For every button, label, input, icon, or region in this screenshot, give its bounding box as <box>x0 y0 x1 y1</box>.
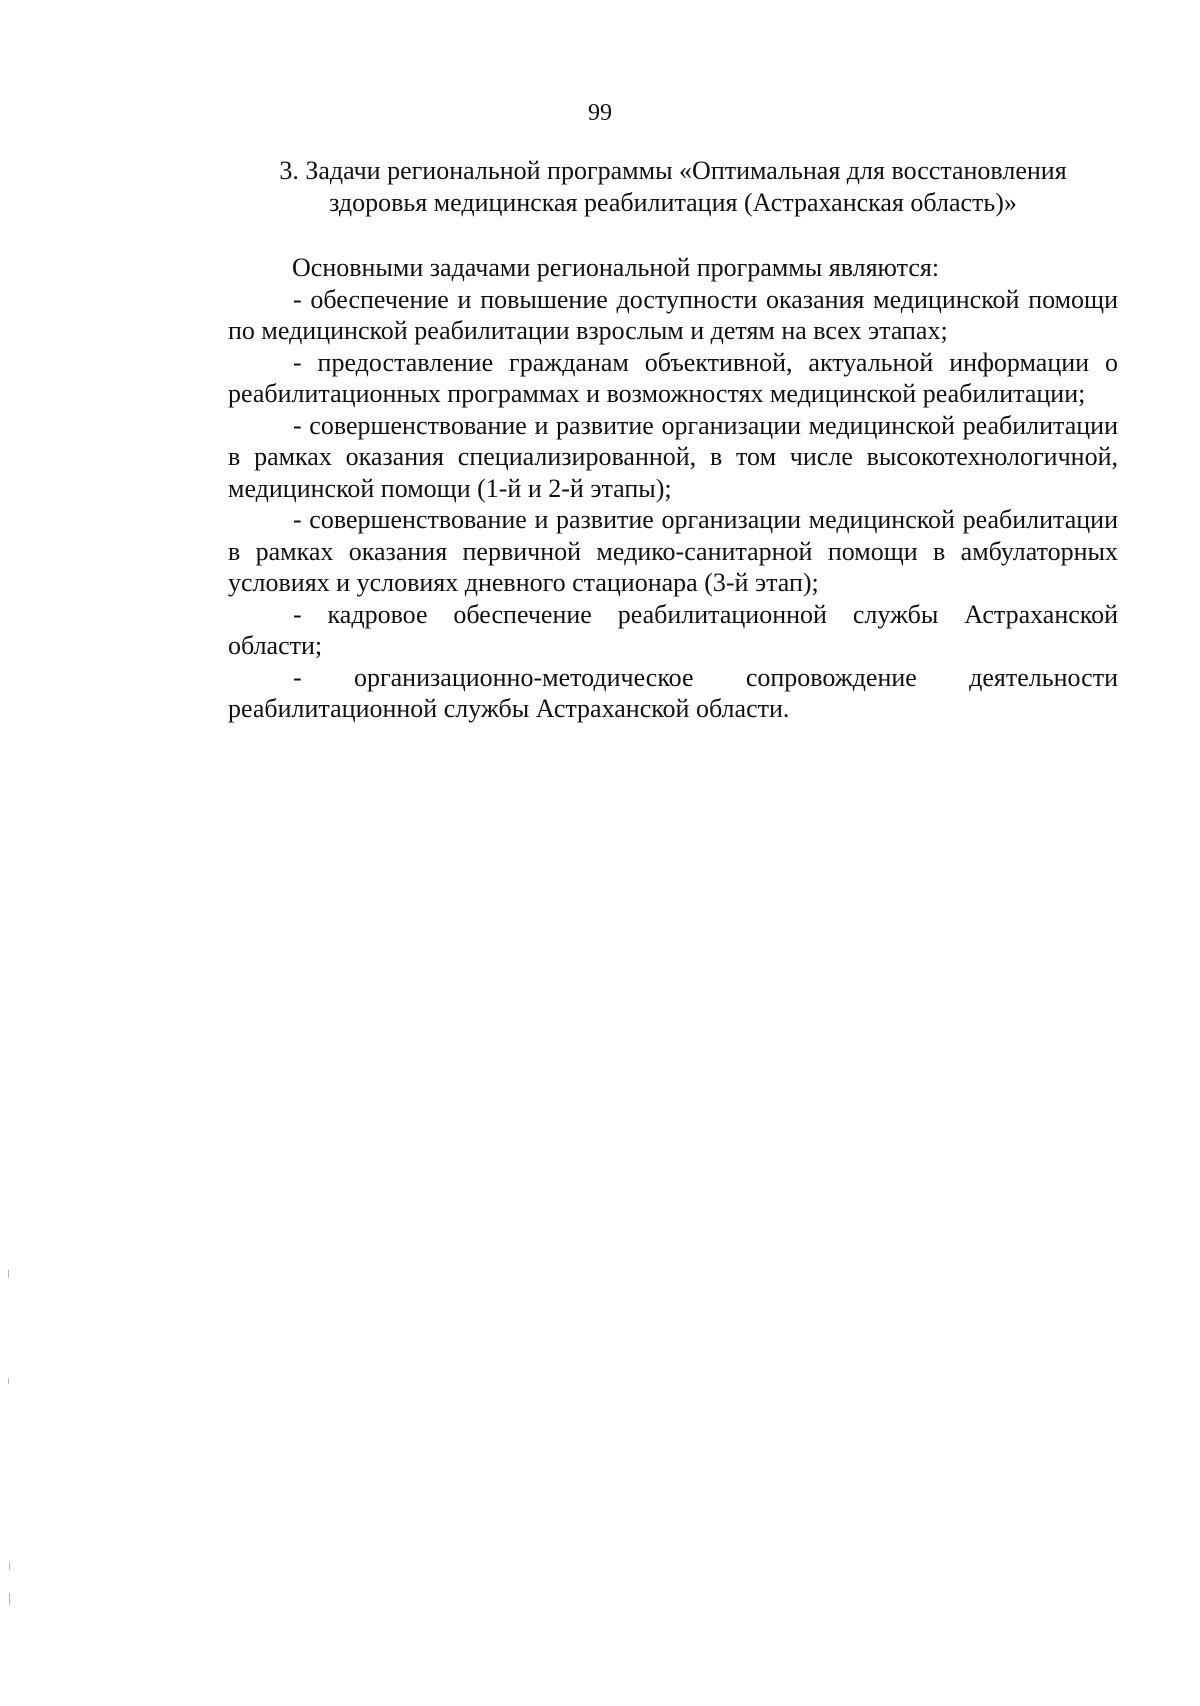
task-item: - предоставление гражданам объективной, актуальной информации о реабилитационных программах и возможностях медицинской реабилитации; <box>228 347 1118 408</box>
task-item: - организационно-методическое сопровождение деятельности реабилитационной службы Астраханской области. <box>228 662 1118 723</box>
section-heading: 3. Задачи региональной программы «Оптимальная для восстановления здоровья медицинская реабилитация (Астраханская область)» <box>279 156 1067 217</box>
task-item: - кадровое обеспечение реабилитационной службы Астраханской области; <box>228 599 1118 660</box>
body-text <box>228 252 1118 725</box>
intro-paragraph: Основными задачами региональной программы являются: <box>292 253 940 282</box>
task-item: - совершенствование и развитие организации медицинской реабилитации в рамках оказания специализированной, в том числе высокотехнологичной, медицинской помощи (1-й и 2-й этапы); <box>228 410 1118 503</box>
task-item: - обеспечение и повышение доступности оказания медицинской помощи по медицинской реабилитации взрослым и детям на всех этапах; <box>228 284 1118 345</box>
scan-artifact <box>8 1378 9 1384</box>
scan-artifact <box>9 1562 10 1570</box>
page-number: 99 <box>588 100 612 126</box>
task-item: - совершенствование и развитие организации медицинской реабилитации в рамках оказания первичной медико-санитарной помощи в амбулаторных условиях и условиях дневного стационара (3-й этап); <box>228 505 1118 597</box>
scan-artifact <box>8 1270 9 1278</box>
scan-artifact <box>9 1593 10 1605</box>
